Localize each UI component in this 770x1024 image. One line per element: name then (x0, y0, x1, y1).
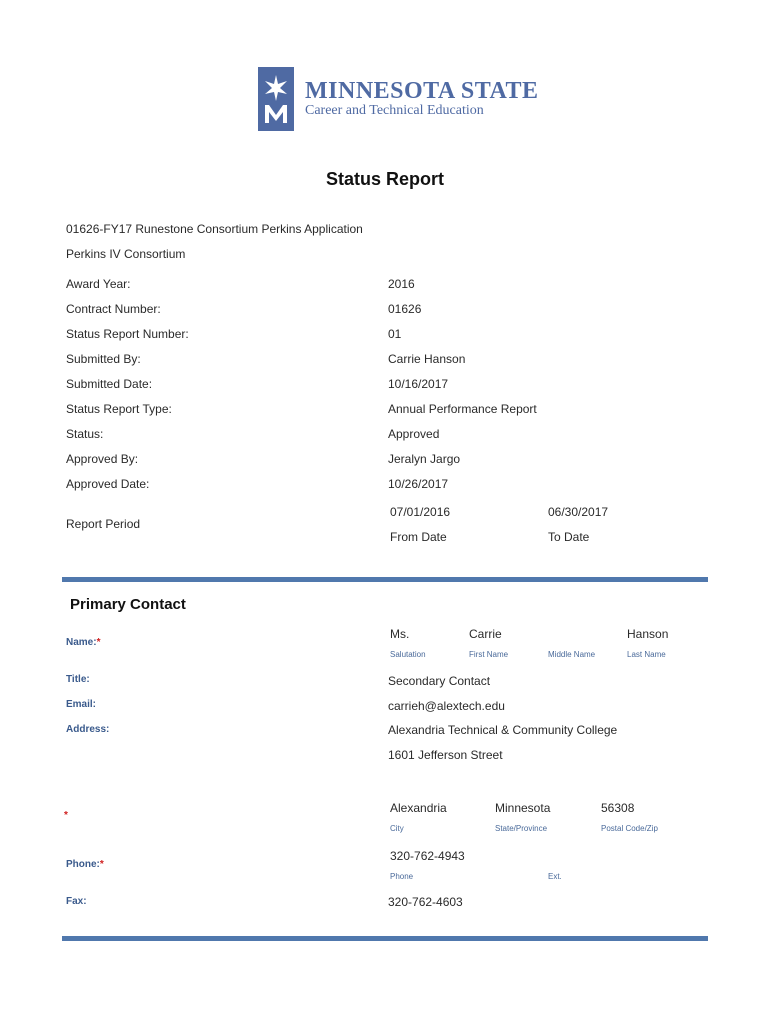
field-value: Carrie Hanson (388, 352, 466, 366)
phone-value: 320-762-4943 (390, 849, 465, 863)
field-value: 2016 (388, 277, 415, 291)
section-title: Primary Contact (70, 596, 186, 613)
star-icon (258, 67, 294, 131)
field-value: Jeralyn Jargo (388, 452, 461, 466)
consortium-name: Perkins IV Consortium (66, 247, 186, 261)
report-period-to-label: To Date (548, 530, 590, 544)
phone-sub-label: Phone (390, 872, 414, 881)
salutation-value: Ms. (390, 627, 410, 641)
field-label: Award Year: (66, 277, 131, 291)
logo-subtitle: Career and Technical Education (305, 103, 484, 118)
field-value: 01 (388, 327, 402, 341)
phone-label: Phone:* (66, 859, 104, 870)
middle-name-label: Middle Name (548, 650, 596, 659)
zip-value: 56308 (601, 801, 635, 815)
address-line1: Alexandria Technical & Community College (388, 723, 618, 737)
city-required-marker: * (64, 810, 68, 821)
name-label: Name:* (66, 637, 101, 648)
section-divider (62, 936, 708, 941)
logo-title: MINNESOTA STATE (305, 78, 539, 104)
field-value: 01626 (388, 302, 422, 316)
page-title: Status Report (325, 169, 444, 189)
report-period-label: Report Period (66, 517, 141, 531)
address-label: Address: (66, 724, 110, 735)
title-label: Title: (66, 674, 90, 685)
email-label: Email: (66, 699, 97, 710)
city-label: City (390, 824, 404, 833)
first-name-label: First Name (469, 650, 509, 659)
state-value: Minnesota (495, 801, 551, 815)
field-label: Status Report Number: (66, 327, 189, 341)
section-divider (62, 577, 708, 582)
report-period-to-value: 06/30/2017 (548, 505, 609, 519)
field-label: Status Report Type: (66, 402, 172, 416)
last-name-label: Last Name (627, 650, 666, 659)
state-label: State/Province (495, 824, 548, 833)
last-name-value: Hanson (627, 627, 669, 641)
logo-mark (258, 67, 294, 131)
address-line2: 1601 Jefferson Street (388, 748, 503, 762)
field-label: Approved Date: (66, 477, 150, 491)
field-label: Submitted By: (66, 352, 141, 366)
report-period-from-label: From Date (390, 530, 447, 544)
fax-value: 320-762-4603 (388, 895, 463, 909)
field-value: 10/16/2017 (388, 377, 449, 391)
field-value: 10/26/2017 (388, 477, 449, 491)
salutation-label: Salutation (390, 650, 426, 659)
field-label: Contract Number: (66, 302, 161, 316)
fax-label: Fax: (66, 896, 87, 907)
report-period-from-value: 07/01/2016 (390, 505, 451, 519)
field-value: Annual Performance Report (388, 402, 537, 416)
application-name: 01626-FY17 Runestone Consortium Perkins Application (66, 222, 363, 236)
field-label: Submitted Date: (66, 377, 153, 391)
first-name-value: Carrie (469, 627, 502, 641)
field-label: Status: (66, 427, 104, 441)
ext-label: Ext. (548, 872, 562, 881)
email-value: carrieh@alextech.edu (388, 699, 505, 713)
field-label: Approved By: (66, 452, 139, 466)
title-value: Secondary Contact (388, 674, 491, 688)
field-value: Approved (388, 427, 440, 441)
required-marker: * (99, 859, 104, 870)
required-marker: * (96, 637, 101, 648)
city-value: Alexandria (390, 801, 447, 815)
zip-label: Postal Code/Zip (601, 824, 658, 833)
